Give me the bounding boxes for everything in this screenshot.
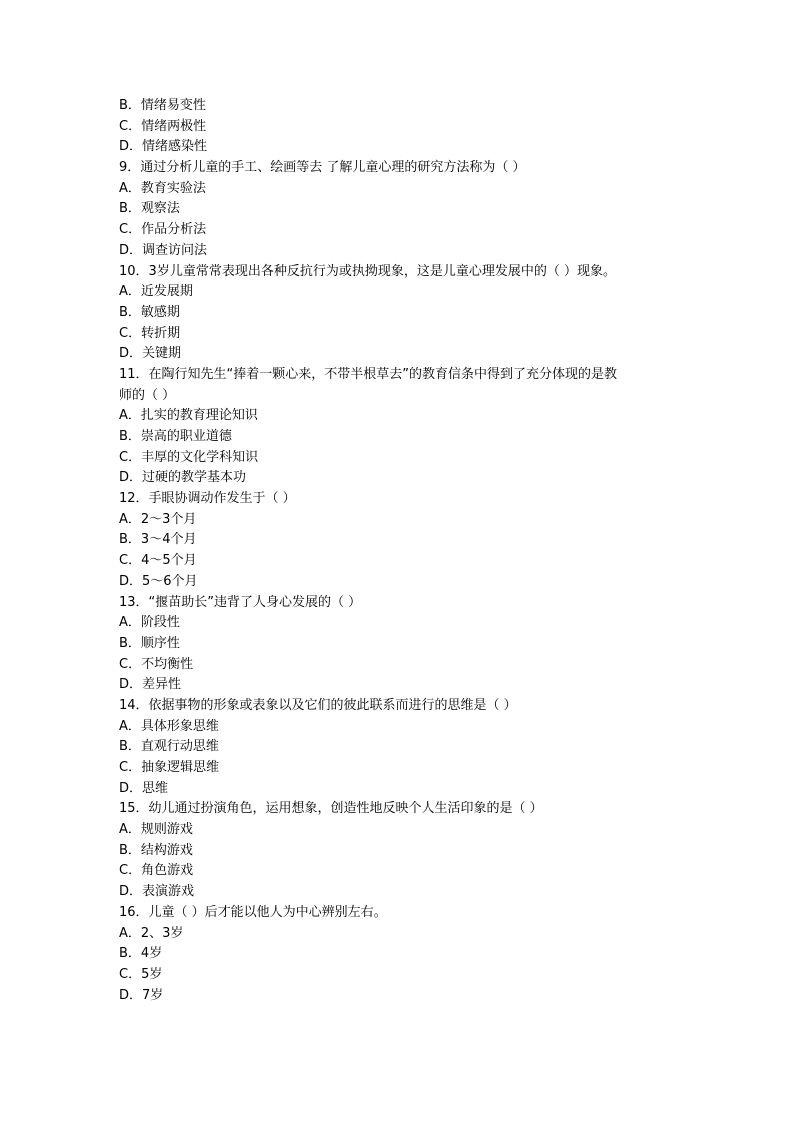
answer-option: C．转折期: [119, 325, 181, 341]
document-body: [119, 96, 679, 1006]
question-text-continued: 师的（ ）: [119, 387, 176, 403]
answer-option: D．过硬的教学基本功: [119, 470, 247, 486]
answer-option: C．抽象逻辑思维: [119, 760, 220, 775]
answer-option: B．4岁: [119, 946, 163, 962]
answer-option: B．观察法: [119, 201, 180, 217]
answer-option: A．近发展期: [119, 284, 193, 300]
answer-option: C．5岁: [119, 966, 163, 982]
answer-option: D．情绪感染性: [119, 139, 208, 155]
answer-option: D．调查访问法: [119, 242, 208, 258]
answer-option: A．2、3岁: [119, 925, 184, 941]
answer-option: C．作品分析法: [119, 222, 207, 238]
question-text: 16．儿童（ ）后才能以他人为中心辨别左右。: [119, 904, 387, 920]
answer-option: C．情绪两极性: [119, 118, 207, 134]
question-text: 10．3岁儿童常常表现出各种反抗行为或执拗现象，这是儿童心理发展中的（ ）现象。: [119, 263, 616, 279]
answer-option: A．2～3个月: [119, 511, 197, 527]
answer-option: B．敏感期: [119, 304, 180, 320]
answer-option: D．7岁: [119, 987, 164, 1003]
answer-option: C．不均衡性: [119, 656, 194, 672]
question-text: 13．“揠苗助长”违背了人身心发展的（ ）: [119, 594, 362, 610]
answer-option: A．扎实的教育理论知识: [119, 408, 258, 424]
answer-option: D．关键期: [119, 346, 182, 362]
answer-option: A．教育实验法: [119, 180, 206, 196]
answer-option: C．丰厚的文化学科知识: [119, 449, 259, 465]
answer-option: D．差异性: [119, 677, 182, 693]
answer-option: B．崇高的职业道德: [119, 429, 232, 444]
answer-option: B．直观行动思维: [119, 739, 219, 755]
answer-option: D．表演游戏: [119, 884, 195, 900]
answer-option: B．情绪易变性: [119, 98, 206, 113]
answer-option: D．5～6个月: [119, 573, 198, 589]
question-text: 14．依据事物的形象或表象以及它们的彼此联系而进行的思维是（ ）: [119, 697, 517, 713]
answer-option: B．3～4个月: [119, 532, 197, 548]
question-text: 9．通过分析儿童的手工、绘画等去 了解儿童心理的研究方法称为（ ）: [119, 160, 526, 176]
answer-option: B．结构游戏: [119, 842, 193, 858]
answer-option: A．阶段性: [119, 615, 180, 631]
question-text: 15．幼儿通过扮演角色，运用想象，创造性地反映个人生活印象的是（ ）: [119, 801, 543, 817]
answer-option: D．思维: [119, 780, 169, 796]
question-text: 12．手眼协调动作发生于（ ）: [119, 491, 296, 507]
answer-option: A．具体形象思维: [119, 718, 219, 734]
answer-option: C．4～5个月: [119, 553, 197, 569]
answer-option: A．规则游戏: [119, 822, 193, 838]
answer-option: B．顺序性: [119, 635, 180, 651]
answer-option: C．角色游戏: [119, 863, 194, 879]
question-text: 11．在陶行知先生“捧着一颗心来，不带半根草去”的教育信条中得到了充分体现的是教: [119, 366, 618, 382]
